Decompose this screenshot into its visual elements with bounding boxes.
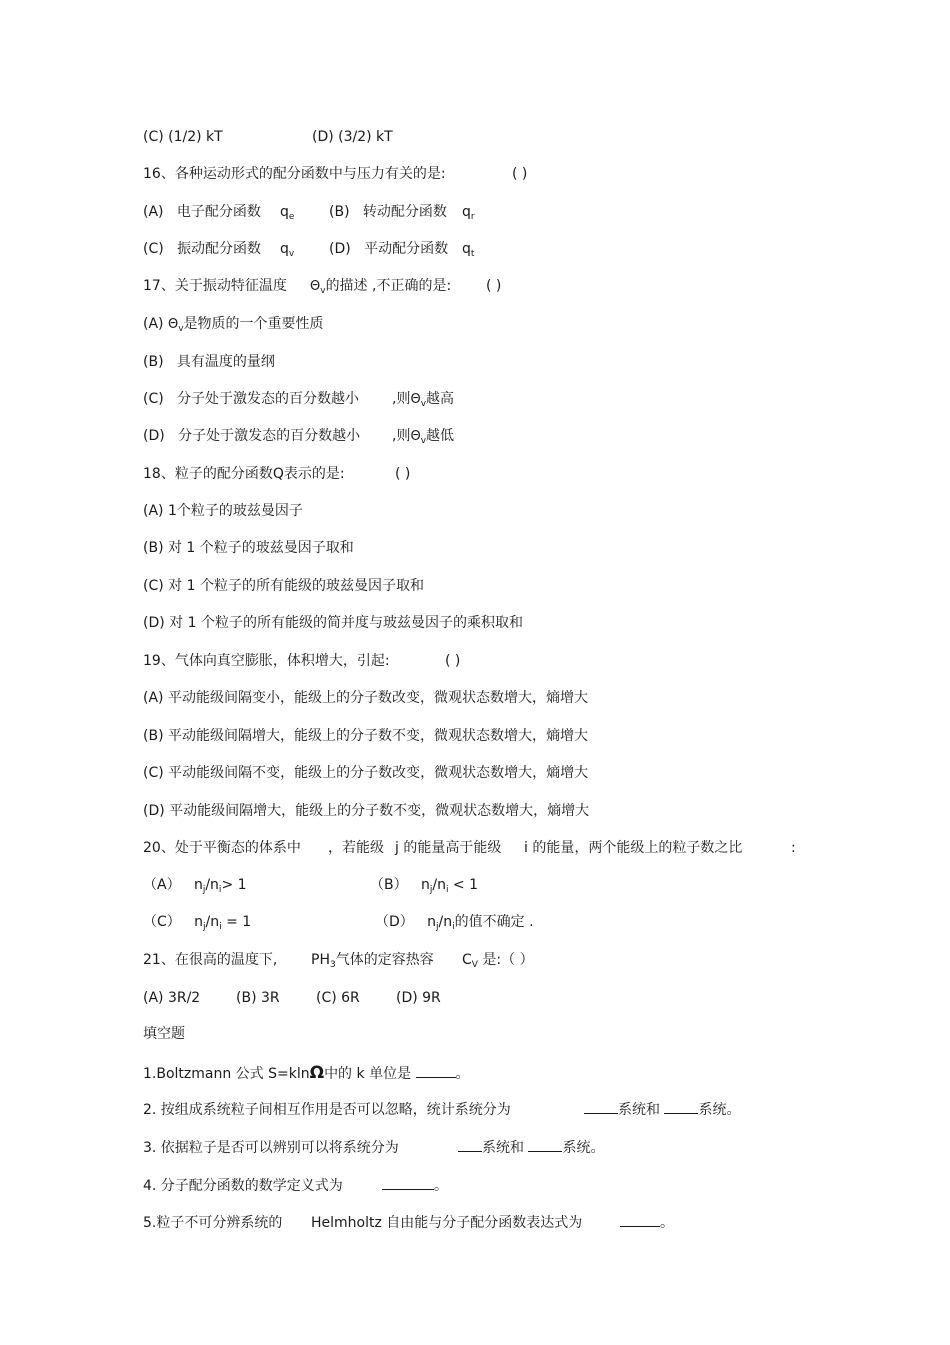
q16-option-d: (D) 平动配分函数 [329,241,449,257]
fill-item-3: 3. 依据粒子是否可以辨别可以将系统分为 [143,1140,399,1156]
q19-option-d: (D) 平动能级间隔增大，能级上的分子数不变，微观状态数增大，熵增大 [143,803,590,819]
q16-answer-paren: ( ) [512,166,528,182]
q18-option-c: (C) 对 1 个粒子的所有能级的玻兹曼因子取和 [143,578,424,594]
q18-stem: 18、粒子的配分函数Q表示的是: [143,466,345,482]
q21-option-d: (D) 9R [396,990,441,1006]
q15-option-d: (D) (3/2) kT [312,129,393,145]
omega-symbol: Ω [309,1063,325,1083]
q17-option-c: (C) 分子处于激发态的百分数越小 [143,391,360,407]
fill-item-1: 1.Boltzmann 公式 S=klnΩ中的 k 单位是 。 [143,1063,470,1083]
q19-option-b: (B) 平动能级间隔增大，能级上的分子数不变，微观状态数增大，熵增大 [143,728,588,744]
q19-option-a: (A) 平动能级间隔变小，能级上的分子数改变，微观状态数增大，熵增大 [143,690,588,706]
q20-option-b: （B） $n_j/n_i < 1$ [370,877,479,895]
q21-stem-c: $C_V$ 是:（ ） [462,952,534,970]
answer-blank[interactable] [584,1101,618,1114]
answer-blank[interactable] [664,1101,698,1114]
q18-answer-paren: ( ) [395,466,411,482]
q21-stem: 21、在很高的温度下, [143,952,278,968]
answer-blank[interactable] [382,1177,434,1190]
q20-stem-b: ，若能级 [328,840,384,856]
q17-stem: 17、关于振动特征温度 [143,278,287,294]
q18-option-a: (A) 1个粒子的玻兹曼因子 [143,503,303,519]
q21-option-c: (C) 6R [316,990,360,1006]
q20-stem: 20、处于平衡态的体系中 [143,840,301,856]
q21-option-a: (A) 3R/2 [143,990,201,1006]
fill-item-4: 4. 分子配分函数的数学定义式为 [143,1178,343,1194]
q16-option-b-symbol: $q_r$ [462,204,475,222]
q18-option-d: (D) 对 1 个粒子的所有能级的简并度与玻兹曼因子的乘积取和 [143,615,523,631]
theta-symbol: Θ [310,279,321,294]
fill-item-3-blanks: 系统和 系统。 [458,1139,604,1157]
q16-option-c: (C) 振动配分函数 [143,241,262,257]
q20-option-a: （A） $n_j/n_i> 1$ [143,877,247,895]
fill-heading: 填空题 [143,1026,185,1042]
q17-option-b: (B) 具有温度的量纲 [143,354,275,370]
fill-item-4-blank: 。 [382,1177,448,1195]
q20-stem-e: : [791,840,796,856]
q15-option-c: (C) (1/2) kT [143,129,223,145]
q19-answer-paren: ( ) [445,653,461,669]
q19-stem: 19、气体向真空膨胀，体积增大，引起: [143,653,390,669]
fill-item-5-blank: 。 [620,1214,674,1232]
q17-option-d: (D) 分子处于激发态的百分数越小 [143,428,361,444]
q16-option-d-symbol: $q_t$ [462,241,475,259]
q19-option-c: (C) 平动能级间隔不变，能级上的分子数改变，微观状态数增大，熵增大 [143,765,589,781]
q21-stem-b: $PH_3$气体的定容热容 [311,952,434,970]
answer-blank[interactable] [458,1139,482,1152]
q17-stem-theta: $\Theta_v$的描述 ,不正确的是: [310,278,452,296]
q17-option-c-end: ,则$\Theta_v$越高 [392,391,455,409]
fill-item-5-b: Helmholtz 自由能与分子配分函数表达式为 [311,1215,583,1231]
q20-option-d: （D） $n_j/n_i$的值不确定 . [375,914,534,932]
answer-blank[interactable] [528,1139,562,1152]
q17-answer-paren: ( ) [486,278,502,294]
q18-option-b: (B) 对 1 个粒子的玻兹曼因子取和 [143,540,354,556]
fill-item-2-blanks: 系统和 系统。 [584,1101,740,1119]
q21-option-b: (B) 3R [236,990,280,1006]
fill-item-5: 5.粒子不可分辨系统的 [143,1215,283,1231]
q16-stem: 16、各种运动形式的配分函数中与压力有关的是: [143,166,446,182]
fill-item-2: 2. 按组成系统粒子间相互作用是否可以忽略，统计系统分为 [143,1102,511,1118]
q16-option-c-symbol: $q_v$ [280,241,295,259]
answer-blank[interactable] [620,1214,660,1227]
q17-option-a: (A) $\Theta_v$是物质的一个重要性质 [143,316,324,334]
answer-blank[interactable] [416,1065,456,1078]
q20-stem-c: j 的能量高于能级 [395,840,502,856]
q16-option-a-symbol: $q_e$ [280,204,295,222]
q16-option-a: (A) 电子配分函数 [143,204,261,220]
q16-option-b: (B) 转动配分函数 [329,204,447,220]
q20-stem-d: i 的能量，两个能级上的粒子数之比 [524,840,743,856]
q20-option-c: （C） $n_j/n_i = 1$ [143,914,252,932]
q17-option-d-end: ,则$\Theta_v$越低 [392,428,455,446]
